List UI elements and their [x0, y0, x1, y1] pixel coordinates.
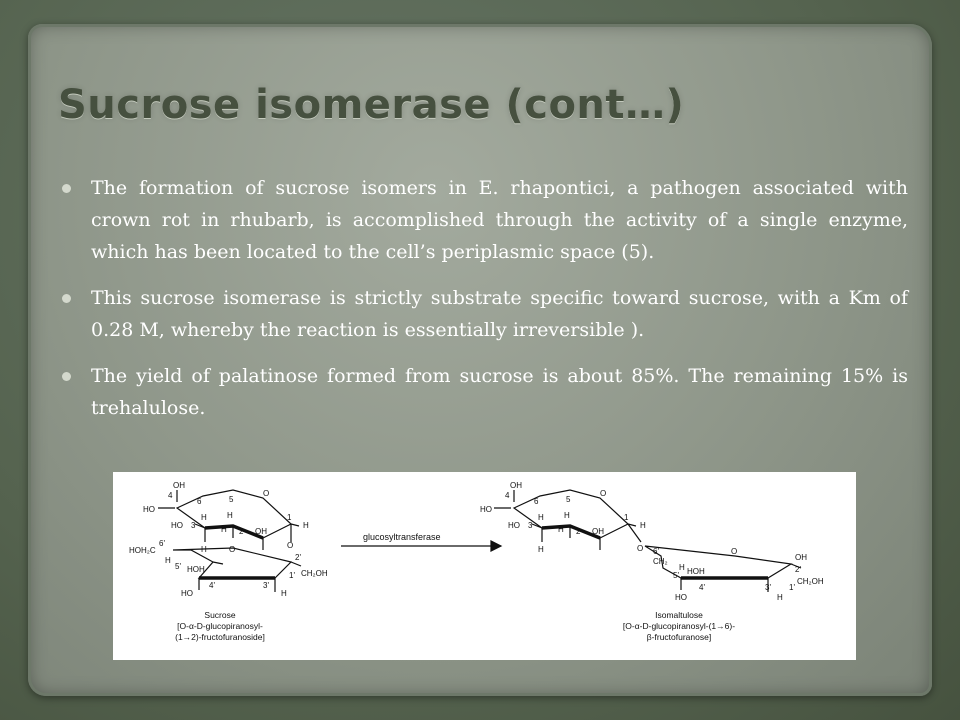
atom-label: O [229, 545, 236, 554]
atom-label: 1 [624, 513, 629, 522]
atom-label: 3 [528, 521, 533, 530]
atom-label: 2 [239, 527, 244, 536]
atom-label: 5' [175, 562, 181, 571]
atom-label: O [263, 489, 270, 498]
isomaltulose-name: Isomaltulose [655, 610, 703, 620]
atom-label: 6 [197, 497, 202, 506]
atom-label: O [731, 547, 738, 556]
atom-label: CH₂ [653, 557, 668, 566]
bullet-dot-icon [62, 294, 71, 303]
atom-label: HOH [687, 567, 705, 576]
atom-label: O [600, 489, 607, 498]
atom-label: 2' [795, 565, 801, 574]
atom-label: 3 [191, 521, 196, 530]
atom-label: HO [171, 521, 183, 530]
isomaltulose-desc-line2: β-fructofuranose] [646, 632, 712, 642]
atom-label: HO [143, 505, 155, 514]
atom-label: 1' [789, 583, 795, 592]
bullet-dot-icon [62, 184, 71, 193]
atom-label: 2' [295, 553, 301, 562]
atom-label: 1 [287, 513, 292, 522]
atom-label: 6' [159, 539, 165, 548]
atom-label: CH₂OH [301, 569, 328, 578]
atom-label: H [201, 545, 207, 554]
atom-label: 5 [566, 495, 571, 504]
bullet-item [62, 172, 908, 268]
atom-label: 4' [209, 581, 215, 590]
atom-label: HOH₂C [129, 546, 156, 555]
atom-label: HOH [187, 565, 205, 574]
atom-label: H [303, 521, 309, 530]
atom-label: H [201, 513, 207, 522]
atom-label: OH [255, 527, 267, 536]
atom-label: 2 [576, 527, 581, 536]
atom-label: 4' [699, 583, 705, 592]
atom-label: OH [592, 527, 604, 536]
atom-label: H [564, 511, 570, 520]
atom-label: 4 [505, 491, 510, 500]
sucrose-name: Sucrose [204, 610, 236, 620]
atom-label: O [287, 541, 294, 550]
bullet-dot-icon [62, 372, 71, 381]
atom-label: OH [510, 481, 522, 490]
atom-label: OH [795, 553, 807, 562]
atom-label: 1' [289, 571, 295, 580]
atom-label: H [538, 545, 544, 554]
atom-label: H [558, 525, 564, 534]
atom-label: HO [181, 589, 193, 598]
bullet-text: The formation of sucrose isomers in E. rhapontici, a pathogen associated with crown rot in rhubarb, is accomplished through the activity of a single enzyme, which has been located to the cell’s periplasmic space (5). [91, 177, 908, 263]
bullet-text: This sucrose isomerase is strictly substrate specific toward sucrose, with a Km of 0.28 M, whereby the reaction is essentially irreversible ). [91, 287, 908, 341]
isomaltulose-desc-line1: [O-α-D-glucopiranosyl-(1→6)- [622, 621, 736, 631]
atom-label: CH₂OH [797, 577, 824, 586]
atom-label: H [165, 556, 171, 565]
atom-label: 5' [673, 571, 679, 580]
bullet-item [62, 360, 908, 424]
atom-label: OH [173, 481, 185, 490]
atom-label: H [777, 593, 783, 602]
reaction-figure [113, 472, 856, 660]
sucrose-desc-line1: [O-α-D-glucopiranosyl- [177, 621, 263, 631]
bullet-text: The yield of palatinose formed from sucrose is about 85%. The remaining 15% is trehalulose. [91, 365, 908, 419]
atom-label: 6' [653, 547, 659, 556]
enzyme-label: glucosyltransferase [363, 532, 441, 542]
atom-label: HO [480, 505, 492, 514]
atom-label: 5 [229, 495, 234, 504]
bullet-item [62, 282, 908, 346]
atom-label: H [640, 521, 646, 530]
atom-label: H [281, 589, 287, 598]
atom-label: H [679, 563, 685, 572]
atom-label: 3' [263, 581, 269, 590]
atom-label: HO [675, 593, 687, 602]
atom-label: 4 [168, 491, 173, 500]
atom-label: HO [508, 521, 520, 530]
sucrose-desc-line2: (1→2)-fructofuranoside] [175, 632, 265, 642]
slide-title: Sucrose isomerase (cont…) [58, 82, 685, 128]
atom-label: 6 [534, 497, 539, 506]
atom-label: H [221, 525, 227, 534]
atom-label: O [637, 544, 644, 553]
atom-label: H [227, 511, 233, 520]
atom-label: 3' [765, 583, 771, 592]
atom-label: H [538, 513, 544, 522]
reaction-diagram [113, 472, 856, 660]
bullet-list [62, 172, 908, 438]
